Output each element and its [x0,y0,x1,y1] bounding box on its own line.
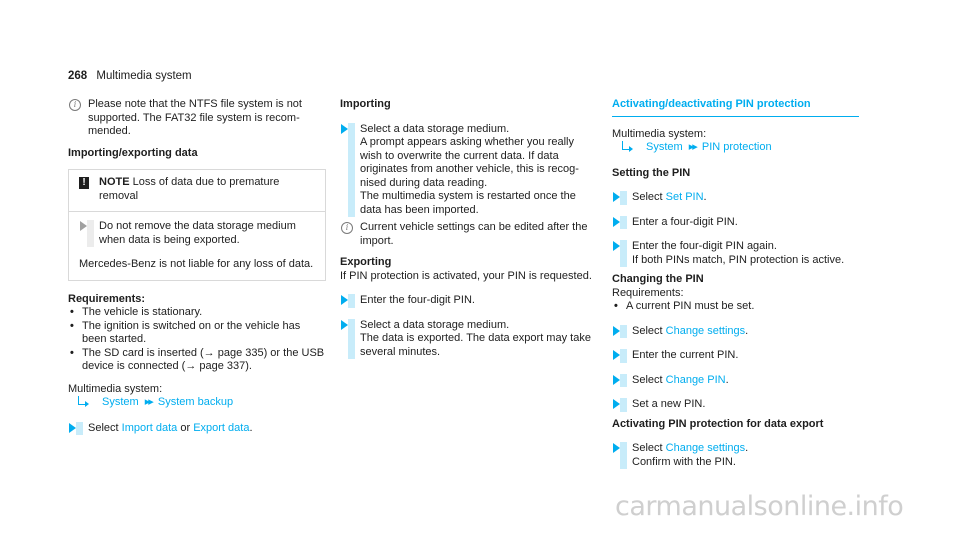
step-arrow-icon [69,423,76,433]
step-bar [348,123,355,218]
change-pin-link[interactable]: Change PIN [665,373,726,386]
warning-step [79,220,315,247]
change-settings-link[interactable]: Change settings [665,324,746,337]
step-arrow-icon [613,326,620,336]
path-arrow-icon [629,146,633,152]
set-pin-link[interactable]: Set PIN [665,191,704,203]
step-text: Enter the current PIN. [632,349,739,361]
page-number: 268 [68,70,88,82]
step-arrow-icon [341,124,348,134]
warning-title-text: Loss of data due to premature removal [99,176,280,202]
step-text: Enter the four-digit PIN. [360,294,475,306]
step-text: Set a new PIN. [632,398,706,410]
heading-setting-pin: Setting the PIN [612,166,691,179]
step-arrow-icon [613,399,620,409]
path-pin-protection-link[interactable]: PIN protection [701,141,772,153]
info-note-current-settings [340,221,598,248]
info-note-ntfs [68,98,326,139]
step-select-medium-export [340,319,598,360]
info-icon: i [341,222,353,234]
requirement-item: • The vehicle is stationary. [70,306,203,318]
step-bar [348,319,355,360]
multimedia-label: Multimedia system: [68,382,163,395]
path-system-backup-link[interactable]: System backup [157,396,234,408]
warning-header [69,170,325,212]
path-arrow-icon [85,401,89,407]
exclamation-icon: ! [79,177,89,189]
step-select-change-settings: Select Change settings. [612,325,867,339]
warning-box [68,169,326,281]
step-detail: The data is exported. The data export may take several minutes. [360,332,591,358]
step-text: Select [88,421,119,434]
step-detail: A prompt appears asking whether you really wish to overwrite the current data. If data originates from another vehicle, this is recognised during data reading. [360,136,579,189]
step-bar [87,220,94,247]
column-left [68,98,326,446]
warning-body [69,212,325,280]
step-text: Select a data storage medium. [360,318,510,331]
watermark: carmanualsonline.info [615,491,904,522]
column-right [612,98,867,480]
step-arrow-icon [613,241,620,251]
requirement-item: • The SD card is inserted (→ page 335) or the USB device is connected (→ page 337). [70,346,325,372]
step-arrow-icon [80,221,87,231]
heading-changing-pin: Changing the PIN [612,273,704,285]
step-detail: Confirm with the PIN. [632,455,736,468]
step-select-import-export: Select Import data or Export data. [68,422,326,436]
step-arrow-icon [613,350,620,360]
exporting-text: If PIN protection is activated, your PIN is requested. [340,269,592,282]
step-text-or: or [180,421,191,434]
change-settings-link[interactable]: Change settings [665,442,746,454]
heading-importing: Importing [340,98,391,110]
heading-activating-pin-export: Activating PIN protection for data export [612,417,824,430]
warning-step-text: Do not remove the data storage medium when data is being exported. [99,220,296,246]
warning-title: NOTE [99,176,130,188]
step-arrow-icon [341,295,348,305]
menu-path [68,396,326,410]
step-bar [76,422,83,436]
step-text: Enter a four-digit PIN. [632,215,738,228]
step-set-new-pin [612,398,867,412]
section-title: Multimedia system [96,70,192,82]
export-data-link[interactable]: Export data [193,421,250,434]
step-arrow-icon [341,320,348,330]
step-select-set-pin: Select Set PIN. [612,191,867,205]
info-icon: i [69,99,81,111]
step-arrow-icon [613,443,620,453]
column-middle [340,98,598,370]
step-enter-pin [612,216,867,230]
requirement-item: • A current PIN must be set. [614,300,755,312]
path-system-link[interactable]: System [646,141,683,153]
step-enter-pin [340,294,598,308]
step-text: Enter the four-digit PIN again. [632,240,777,252]
step-text: Select a data storage medium. [360,122,510,135]
warning-body-text: Mercedes-Benz is not liable for any loss of data. [79,258,314,270]
path-system-link[interactable]: System [102,396,139,408]
heading-exporting: Exporting [340,256,392,268]
step-detail: The multimedia system is restarted once the data has been imported. [360,190,576,216]
double-chevron-icon: ▸▸ [688,141,696,153]
requirement-item: • The ignition is switched on or the vehicle has been started. [70,319,301,345]
step-enter-current-pin [612,349,867,363]
menu-path [612,141,867,155]
requirements-heading: Requirements: [68,292,146,305]
step-detail: If both PINs match, PIN protection is active. [632,253,845,266]
heading-import-export: Importing/exporting data [68,146,198,159]
section-heading: Activating/deactivating PIN protection [612,98,859,117]
note-text: Please note that the NTFS file system is not supported. The FAT32 file system is recommended. [88,98,302,137]
step-select-change-pin: Select Change PIN. [612,374,867,388]
step-select-change-settings-export: Select Change settings. Confirm with the PIN. [612,442,867,469]
page-header [68,70,192,84]
multimedia-label: Multimedia system: [612,127,707,140]
double-chevron-icon: ▸▸ [144,396,152,408]
step-arrow-icon [613,217,620,227]
note-text: Current vehicle settings can be edited after the import. [360,221,588,247]
import-data-link[interactable]: Import data [121,421,178,434]
step-select-medium [340,123,598,218]
step-arrow-icon [613,375,620,385]
requirements-heading: Requirements: [612,286,684,299]
step-arrow-icon [613,192,620,202]
step-enter-pin-again [612,240,867,267]
step-bar [348,294,355,308]
